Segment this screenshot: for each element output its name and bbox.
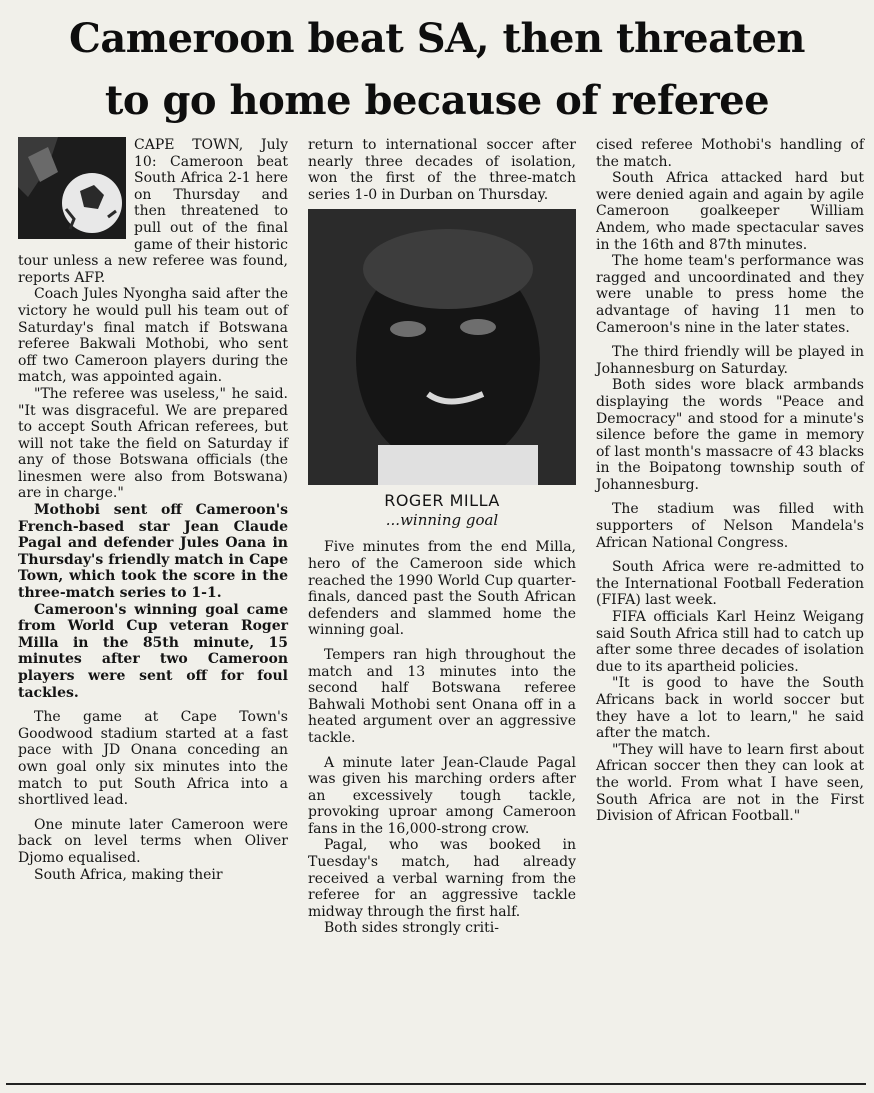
article-paragraph: Both sides wore black armbands displaying the words "Peace and Democracy" and stood for a minute's silence before the game in memory of last month's massacre of 43 blacks in the Boipatong township south of Johannesburg. bbox=[596, 377, 864, 493]
article-paragraph: South Africa, making their bbox=[34, 866, 223, 883]
roger-milla-photo bbox=[308, 209, 576, 485]
article-paragraph: Tempers ran high throughout the match and 13 minutes into the second half Botswana referee Bahwali Mothobi sent Onana off in a heated argument over an aggressive tackle. bbox=[308, 646, 576, 746]
soccer-ball-photo bbox=[18, 137, 126, 239]
photo-caption-name: ROGER MILLA bbox=[384, 491, 500, 511]
headline bbox=[0, 8, 874, 132]
article-paragraph: A minute later Jean-Claude Pagal was given his marching orders after an excessively tough tackle, provoking uproar among Cameroon fans in the 16,000-strong crow. bbox=[308, 754, 576, 837]
article-paragraph: "They will have to learn first about African soccer then they can look at the world. From what I have seen, South Africa are not in the First Division of African Football." bbox=[596, 741, 864, 825]
article-paragraph: Cameroon's winning goal came from World Cup veteran Roger Milla in the 85th minute, 15 minutes after two Cameroon players were sent off for foul tackles. bbox=[18, 601, 288, 701]
article-paragraph: South Africa attacked hard but were denied again and again by agile Cameroon goalkeeper William Andem, who made spectacular saves in the 16th and 87th minutes. bbox=[596, 170, 864, 253]
article-paragraph: cised referee Mothobi's handling of the match. bbox=[596, 137, 864, 170]
article-paragraph: South Africa were re-admitted to the International Football Federation (FIFA) last week. bbox=[596, 559, 864, 609]
article-column-1 bbox=[18, 137, 288, 883]
article-paragraph: Five minutes from the end Milla, hero of the Cameroon side which reached the 1990 World Cup quarter-finals, danced past the South African defenders and slammed home the winning goal. bbox=[308, 539, 576, 639]
article-paragraph: Mothobi sent off Cameroon's French-based star Jean Claude Pagal and defender Jules Oana in Thursday's friendly match in Cape Town, which took the score in the three-match series to 1-1. bbox=[18, 502, 288, 602]
article-paragraph: "It is good to have the South Africans back in world soccer but they have a lot to learn," he said after the match. bbox=[596, 675, 864, 742]
article-column-2 bbox=[308, 137, 576, 937]
headline-line-2: to go home because of referee bbox=[104, 77, 770, 124]
headline-line-1: Cameroon beat SA, then threaten bbox=[68, 15, 805, 62]
article-paragraph: The stadium was filled with supporters of Nelson Mandela's African National Congress. bbox=[596, 501, 864, 551]
photo-caption-subtitle: ...winning goal bbox=[385, 511, 499, 530]
article-paragraph: CAPE TOWN, July 10: Cameroon beat South Africa 2-1 here on Thursday and then threatened to pull out of the final game of their historic tour unless a new referee was found, reports AFP. bbox=[18, 137, 288, 286]
article-paragraph: One minute later Cameroon were back on level terms when Oliver Djomo equalised. bbox=[18, 816, 288, 866]
bottom-divider bbox=[6, 1083, 866, 1085]
article-paragraph: Both sides strongly criti- bbox=[324, 920, 499, 937]
article-paragraph: return to international soccer after nearly three decades of isolation, won the first of the three-match series 1-0 in Durban on Thursday. bbox=[308, 137, 576, 203]
article-paragraph: Pagal, who was booked in Tuesday's match, had already received a verbal warning from the referee for an aggressive tackle midway through the first half. bbox=[308, 837, 576, 920]
article-paragraph: The game at Cape Town's Goodwood stadium started at a fast pace with JD Onana conceding an own goal only six minutes into the match to put South Africa into a shortlived lead. bbox=[18, 709, 288, 809]
article-column-3 bbox=[596, 137, 864, 825]
article-paragraph: The home team's performance was ragged and uncoordinated and they were unable to press home the advantage of having 11 men to Cameroon's nine in the later states. bbox=[596, 253, 864, 336]
article-paragraph: FIFA officials Karl Heinz Weigang said South Africa still had to catch up after some three decades of isolation due to its apartheid policies. bbox=[596, 609, 864, 675]
article-paragraph: "The referee was useless," he said. "It was disgraceful. We are prepared to accept South African referees, but will not take the field on Saturday if any of those Botswana officials (the linesmen were also from Botswana) are in charge." bbox=[18, 385, 288, 502]
article-paragraph: The third friendly will be played in Johannesburg on Saturday. bbox=[596, 344, 864, 377]
article-paragraph: Coach Jules Nyongha said after the victory he would pull his team out of Saturday's final match if Botswana referee Bakwali Mothobi, who sent off two Cameroon players during the match, was appointed again. bbox=[18, 286, 288, 386]
